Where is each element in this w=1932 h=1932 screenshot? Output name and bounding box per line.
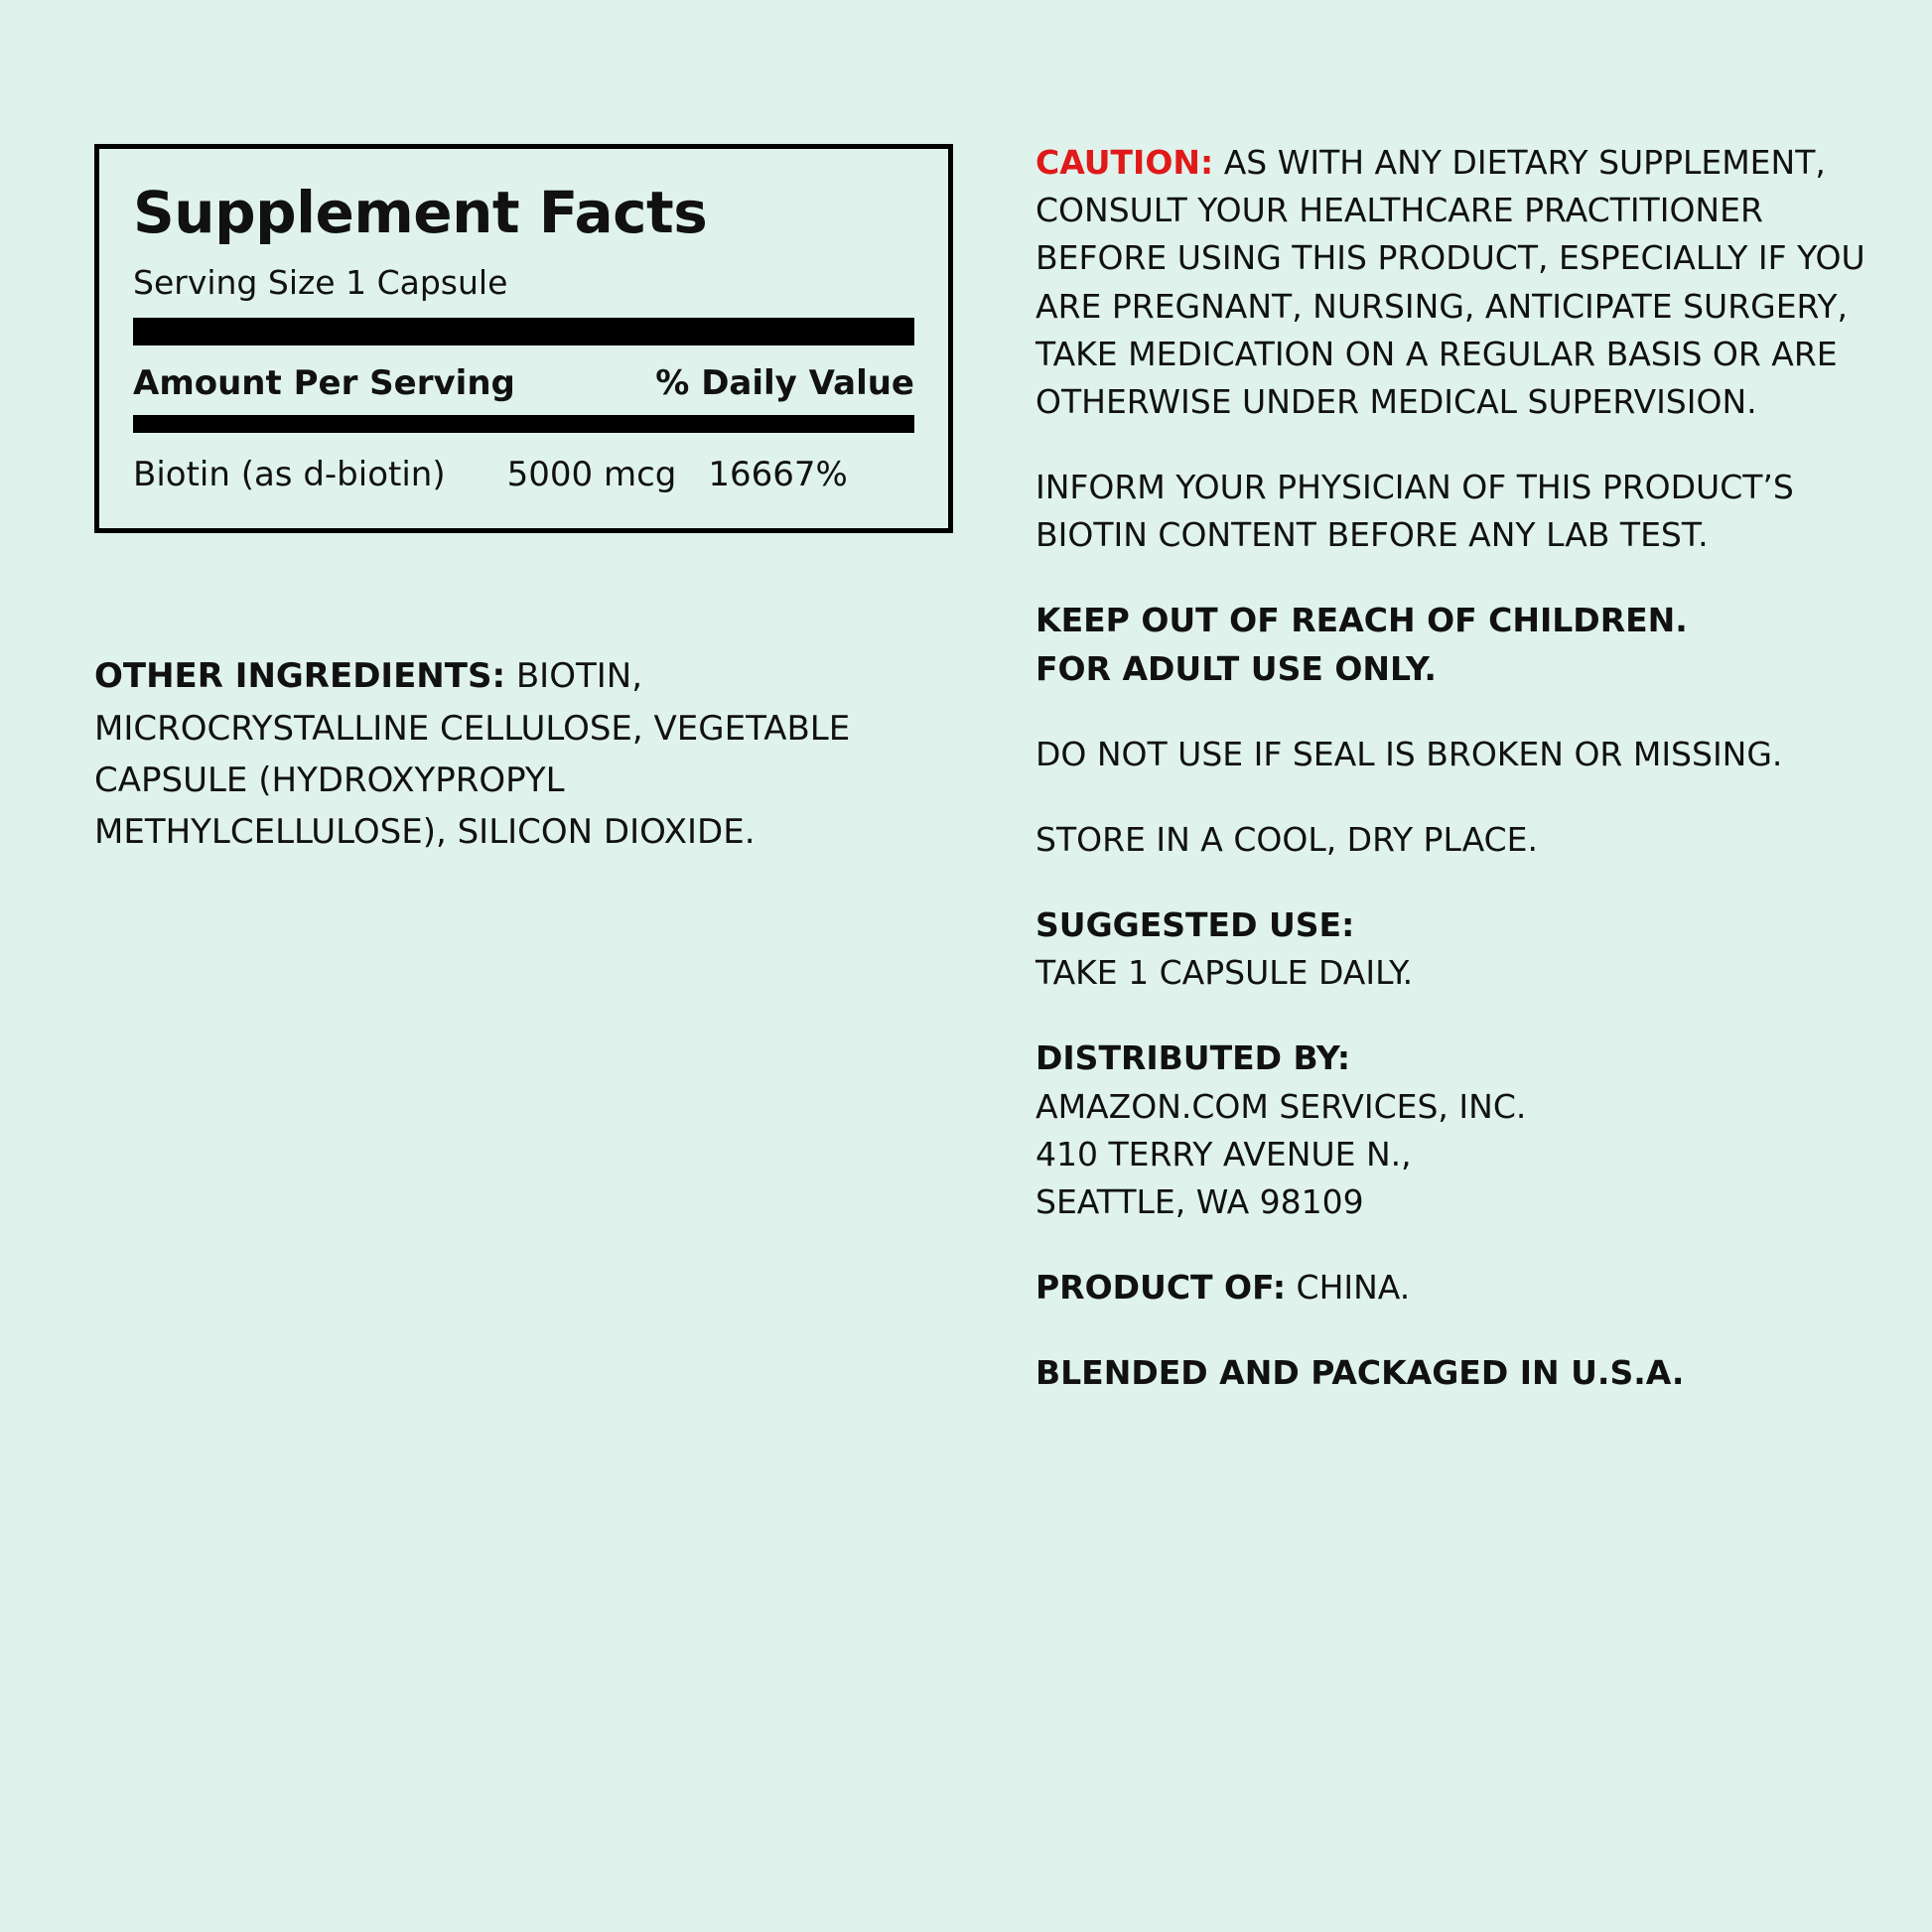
- caution-label: CAUTION:: [1035, 143, 1214, 182]
- keep-out-of-reach-line: KEEP OUT OF REACH OF CHILDREN.: [1035, 601, 1688, 640]
- daily-value-header: % Daily Value: [655, 363, 914, 404]
- supplement-facts-title: Supplement Facts: [133, 179, 708, 246]
- inform-physician-paragraph: INFORM YOUR PHYSICIAN OF THIS PRODUCT’S BIOTIN CONTENT BEFORE ANY LAB TEST.: [1035, 468, 1794, 555]
- divider-medium: [133, 415, 914, 433]
- adult-use-only-line: FOR ADULT USE ONLY.: [1035, 648, 1437, 688]
- nutrient-daily-value: 16667%: [708, 455, 848, 495]
- distributor-street: 410 TERRY AVENUE N.,: [1035, 1134, 1412, 1173]
- distributor-name: AMAZON.COM SERVICES, INC.: [1035, 1086, 1527, 1126]
- product-of-label: PRODUCT OF:: [1035, 1268, 1287, 1308]
- caution-text: AS WITH ANY DIETARY SUPPLEMENT, CONSULT YOUR HEALTHCARE PRACTITIONER BEFORE USING THIS PRODUCT, ESPECIALLY IF YOU ARE PREGNANT, NURSING, ANTICIPATE SURGERY, TAKE MEDICATION ON A REGULAR BASIS OR ARE OTHERWISE UNDER MEDICAL SUPERVISION.: [1035, 143, 1865, 421]
- facts-header-row: [133, 363, 914, 403]
- distributed-by-block: [1035, 1035, 1869, 1226]
- suggested-use-text: TAKE 1 CAPSULE DAILY.: [1035, 953, 1414, 993]
- supplement-facts-panel: [94, 144, 953, 533]
- divider-thick: [133, 318, 914, 345]
- nutrient-name: Biotin (as d-biotin): [133, 455, 446, 495]
- storage-paragraph: STORE IN A COOL, DRY PLACE.: [1035, 819, 1538, 859]
- other-ingredients-text: BIOTIN, MICROCRYSTALLINE CELLULOSE, VEGETABLE CAPSULE (HYDROXYPROPYL METHYLCELLULOSE), SILICON DIOXIDE.: [94, 656, 851, 852]
- other-ingredients-label: OTHER INGREDIENTS:: [94, 656, 506, 697]
- other-ingredients-block: [94, 650, 889, 857]
- distributed-by-label: DISTRIBUTED BY:: [1035, 1038, 1351, 1078]
- nutrient-amount: 5000 mcg: [506, 455, 677, 495]
- product-of-value: CHINA.: [1286, 1268, 1411, 1308]
- left-column: [94, 144, 968, 858]
- caution-paragraph: [1035, 139, 1869, 426]
- amount-per-serving-header: Amount Per Serving: [133, 363, 515, 404]
- table-row: [133, 455, 914, 494]
- suggested-use-label: SUGGESTED USE:: [1035, 905, 1355, 945]
- right-column: [1035, 139, 1869, 1435]
- distributor-city: SEATTLE, WA 98109: [1035, 1181, 1364, 1221]
- suggested-use-block: [1035, 901, 1869, 997]
- seal-warning-paragraph: DO NOT USE IF SEAL IS BROKEN OR MISSING.: [1035, 734, 1783, 773]
- blended-packaged-paragraph: BLENDED AND PACKAGED IN U.S.A.: [1035, 1353, 1685, 1393]
- serving-size-text: Serving Size 1 Capsule: [133, 262, 508, 302]
- product-of-paragraph: [1035, 1264, 1869, 1311]
- keep-out-of-reach-block: [1035, 597, 1869, 692]
